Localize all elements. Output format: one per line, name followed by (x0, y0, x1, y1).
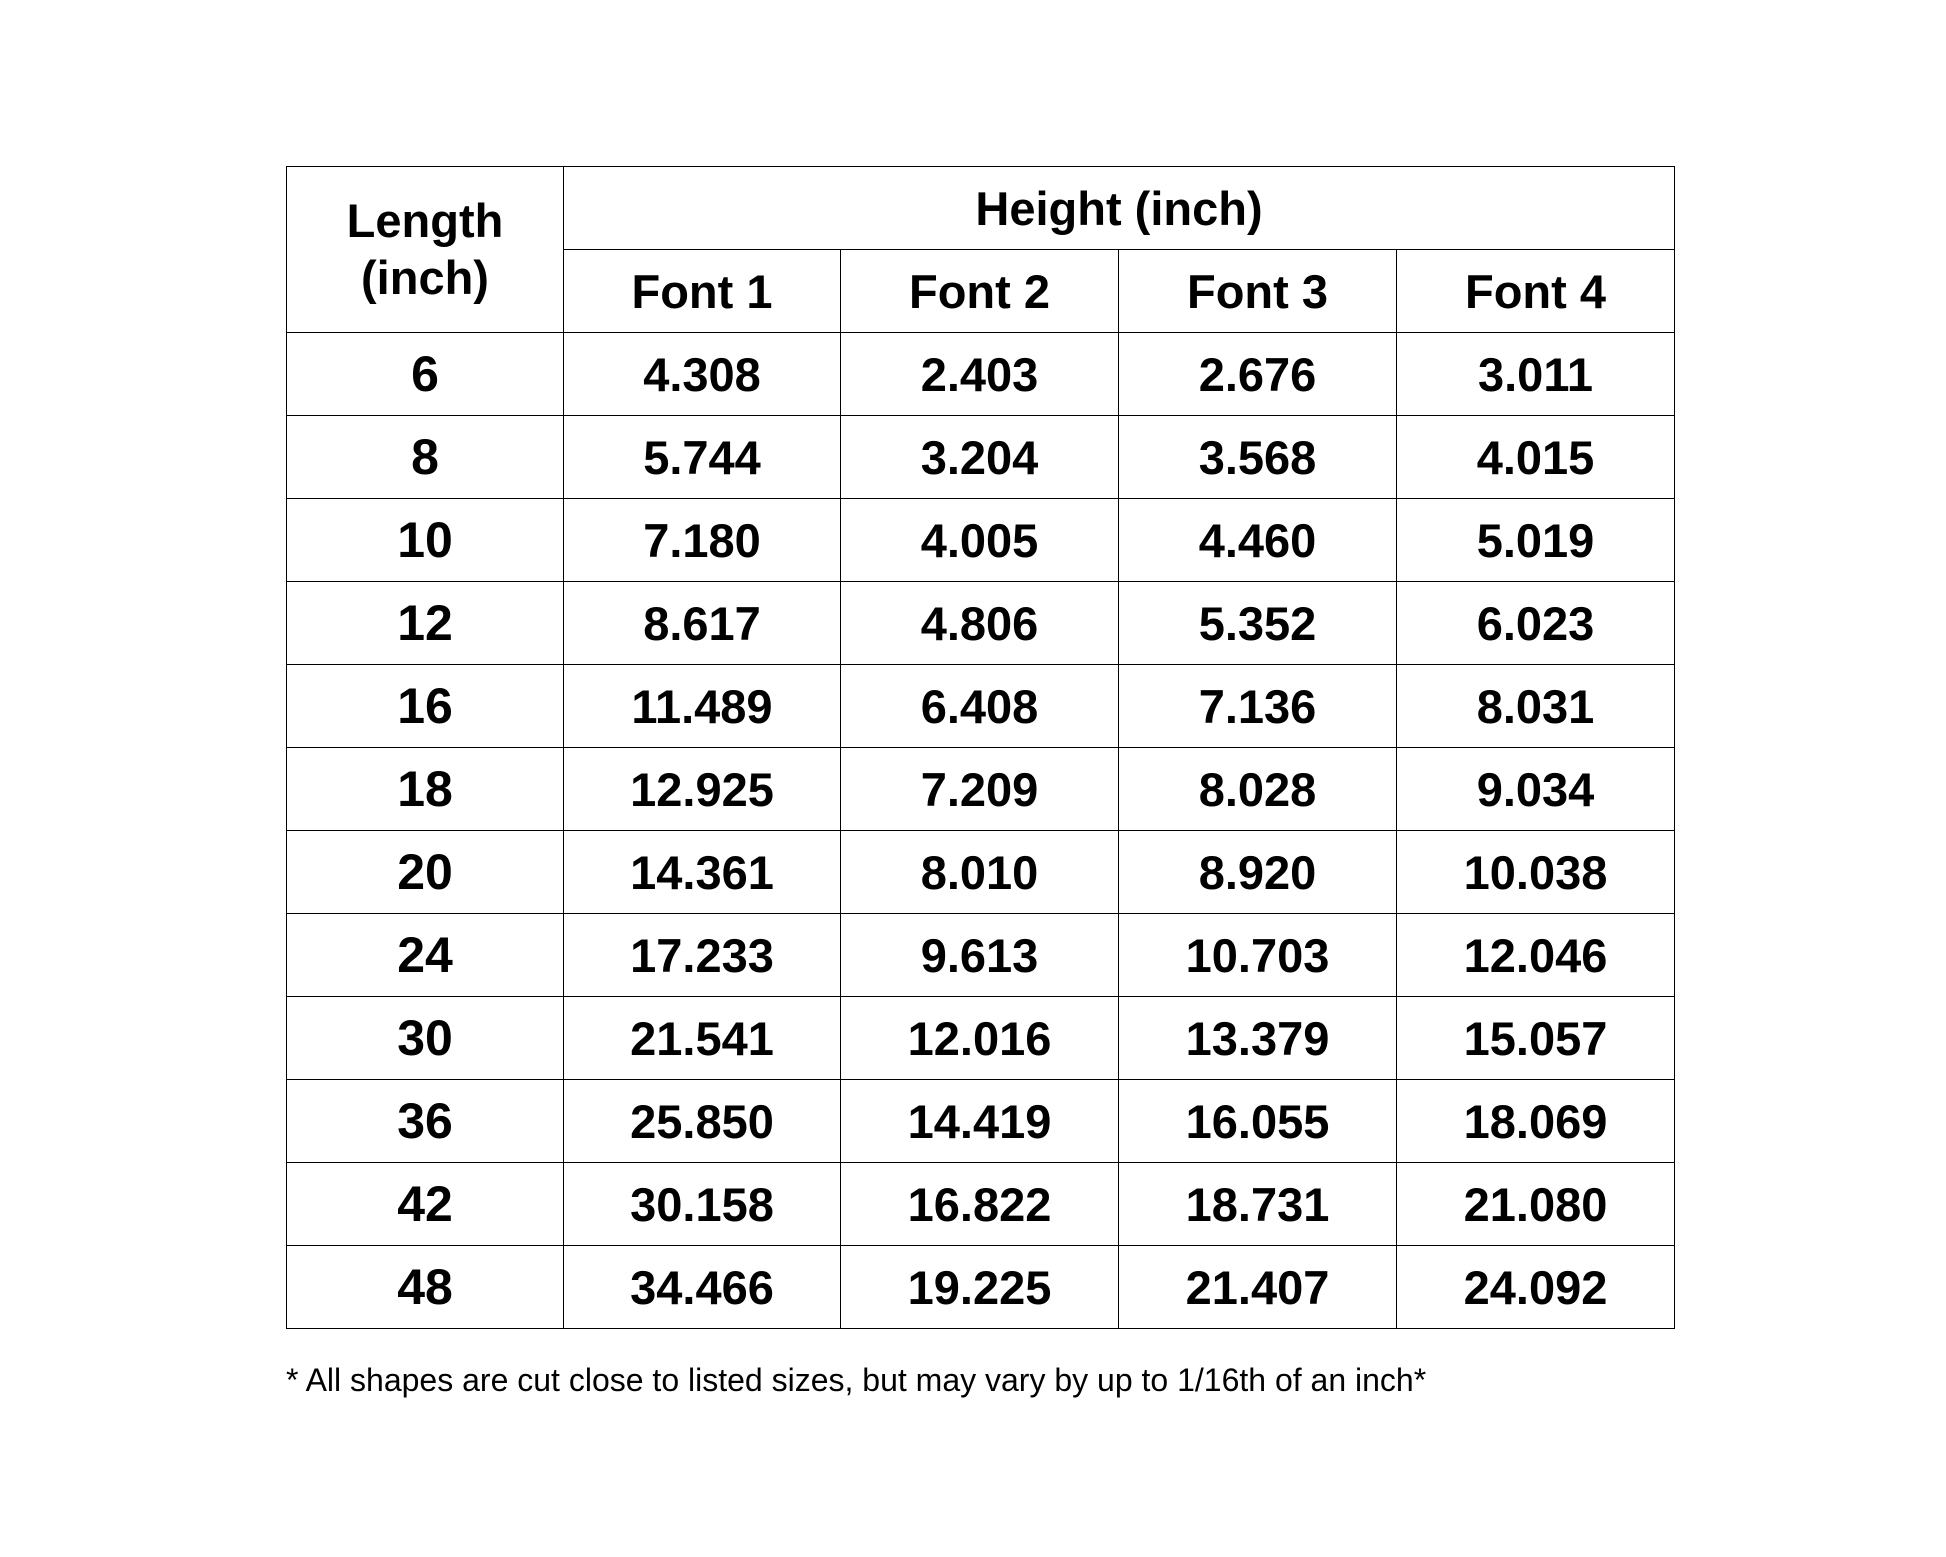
length-cell: 42 (287, 1163, 564, 1246)
height-value-cell: 5.019 (1397, 499, 1675, 582)
height-value-cell: 21.541 (564, 997, 841, 1080)
height-value-cell: 7.180 (564, 499, 841, 582)
height-value-cell: 21.080 (1397, 1163, 1675, 1246)
height-value-cell: 12.016 (841, 997, 1119, 1080)
height-value-cell: 15.057 (1397, 997, 1675, 1080)
height-value-cell: 8.920 (1119, 831, 1397, 914)
table-row (287, 665, 1675, 748)
height-value-cell: 8.028 (1119, 748, 1397, 831)
height-value-cell: 8.010 (841, 831, 1119, 914)
length-cell: 18 (287, 748, 564, 831)
table-body (287, 333, 1675, 1329)
height-value-cell: 25.850 (564, 1080, 841, 1163)
table-row (287, 831, 1675, 914)
height-value-cell: 2.676 (1119, 333, 1397, 416)
height-value-cell: 10.703 (1119, 914, 1397, 997)
font-column-header: Font 3 (1119, 250, 1397, 333)
height-value-cell: 17.233 (564, 914, 841, 997)
height-value-cell: 7.136 (1119, 665, 1397, 748)
length-cell: 30 (287, 997, 564, 1080)
height-value-cell: 21.407 (1119, 1246, 1397, 1329)
length-cell: 24 (287, 914, 564, 997)
height-value-cell: 4.005 (841, 499, 1119, 582)
height-value-cell: 12.925 (564, 748, 841, 831)
height-value-cell: 5.744 (564, 416, 841, 499)
table-row (287, 416, 1675, 499)
height-value-cell: 16.822 (841, 1163, 1119, 1246)
table-row (287, 1080, 1675, 1163)
size-chart-table (286, 166, 1675, 1329)
table-row (287, 582, 1675, 665)
length-column-header: Length (inch) (287, 167, 564, 333)
height-value-cell: 4.806 (841, 582, 1119, 665)
height-value-cell: 19.225 (841, 1246, 1119, 1329)
table-row (287, 1246, 1675, 1329)
height-value-cell: 18.731 (1119, 1163, 1397, 1246)
height-value-cell: 14.361 (564, 831, 841, 914)
height-value-cell: 7.209 (841, 748, 1119, 831)
height-value-cell: 34.466 (564, 1246, 841, 1329)
length-cell: 10 (287, 499, 564, 582)
height-value-cell: 4.460 (1119, 499, 1397, 582)
height-value-cell: 6.408 (841, 665, 1119, 748)
height-value-cell: 9.613 (841, 914, 1119, 997)
length-cell: 20 (287, 831, 564, 914)
height-value-cell: 8.617 (564, 582, 841, 665)
header-row-top (287, 167, 1675, 250)
height-value-cell: 2.403 (841, 333, 1119, 416)
height-value-cell: 13.379 (1119, 997, 1397, 1080)
table-row (287, 748, 1675, 831)
height-value-cell: 4.308 (564, 333, 841, 416)
footnote: * All shapes are cut close to listed sizes, but may vary by up to 1/16th of an inch* (286, 1362, 1427, 1398)
table-row (287, 914, 1675, 997)
height-value-cell: 3.568 (1119, 416, 1397, 499)
table-row (287, 499, 1675, 582)
height-value-cell: 9.034 (1397, 748, 1675, 831)
length-cell: 16 (287, 665, 564, 748)
height-value-cell: 3.204 (841, 416, 1119, 499)
height-value-cell: 10.038 (1397, 831, 1675, 914)
height-value-cell: 24.092 (1397, 1246, 1675, 1329)
height-value-cell: 8.031 (1397, 665, 1675, 748)
length-cell: 8 (287, 416, 564, 499)
height-value-cell: 14.419 (841, 1080, 1119, 1163)
height-value-cell: 16.055 (1119, 1080, 1397, 1163)
height-value-cell: 4.015 (1397, 416, 1675, 499)
height-value-cell: 6.023 (1397, 582, 1675, 665)
height-group-header: Height (inch) (564, 167, 1675, 250)
font-column-header: Font 4 (1397, 250, 1675, 333)
length-cell: 36 (287, 1080, 564, 1163)
height-value-cell: 30.158 (564, 1163, 841, 1246)
table-row (287, 1163, 1675, 1246)
font-column-header: Font 2 (841, 250, 1119, 333)
height-value-cell: 3.011 (1397, 333, 1675, 416)
font-column-header: Font 1 (564, 250, 841, 333)
length-cell: 12 (287, 582, 564, 665)
height-value-cell: 5.352 (1119, 582, 1397, 665)
height-value-cell: 11.489 (564, 665, 841, 748)
table-row (287, 333, 1675, 416)
length-cell: 6 (287, 333, 564, 416)
height-value-cell: 12.046 (1397, 914, 1675, 997)
table-row (287, 997, 1675, 1080)
length-cell: 48 (287, 1246, 564, 1329)
height-value-cell: 18.069 (1397, 1080, 1675, 1163)
